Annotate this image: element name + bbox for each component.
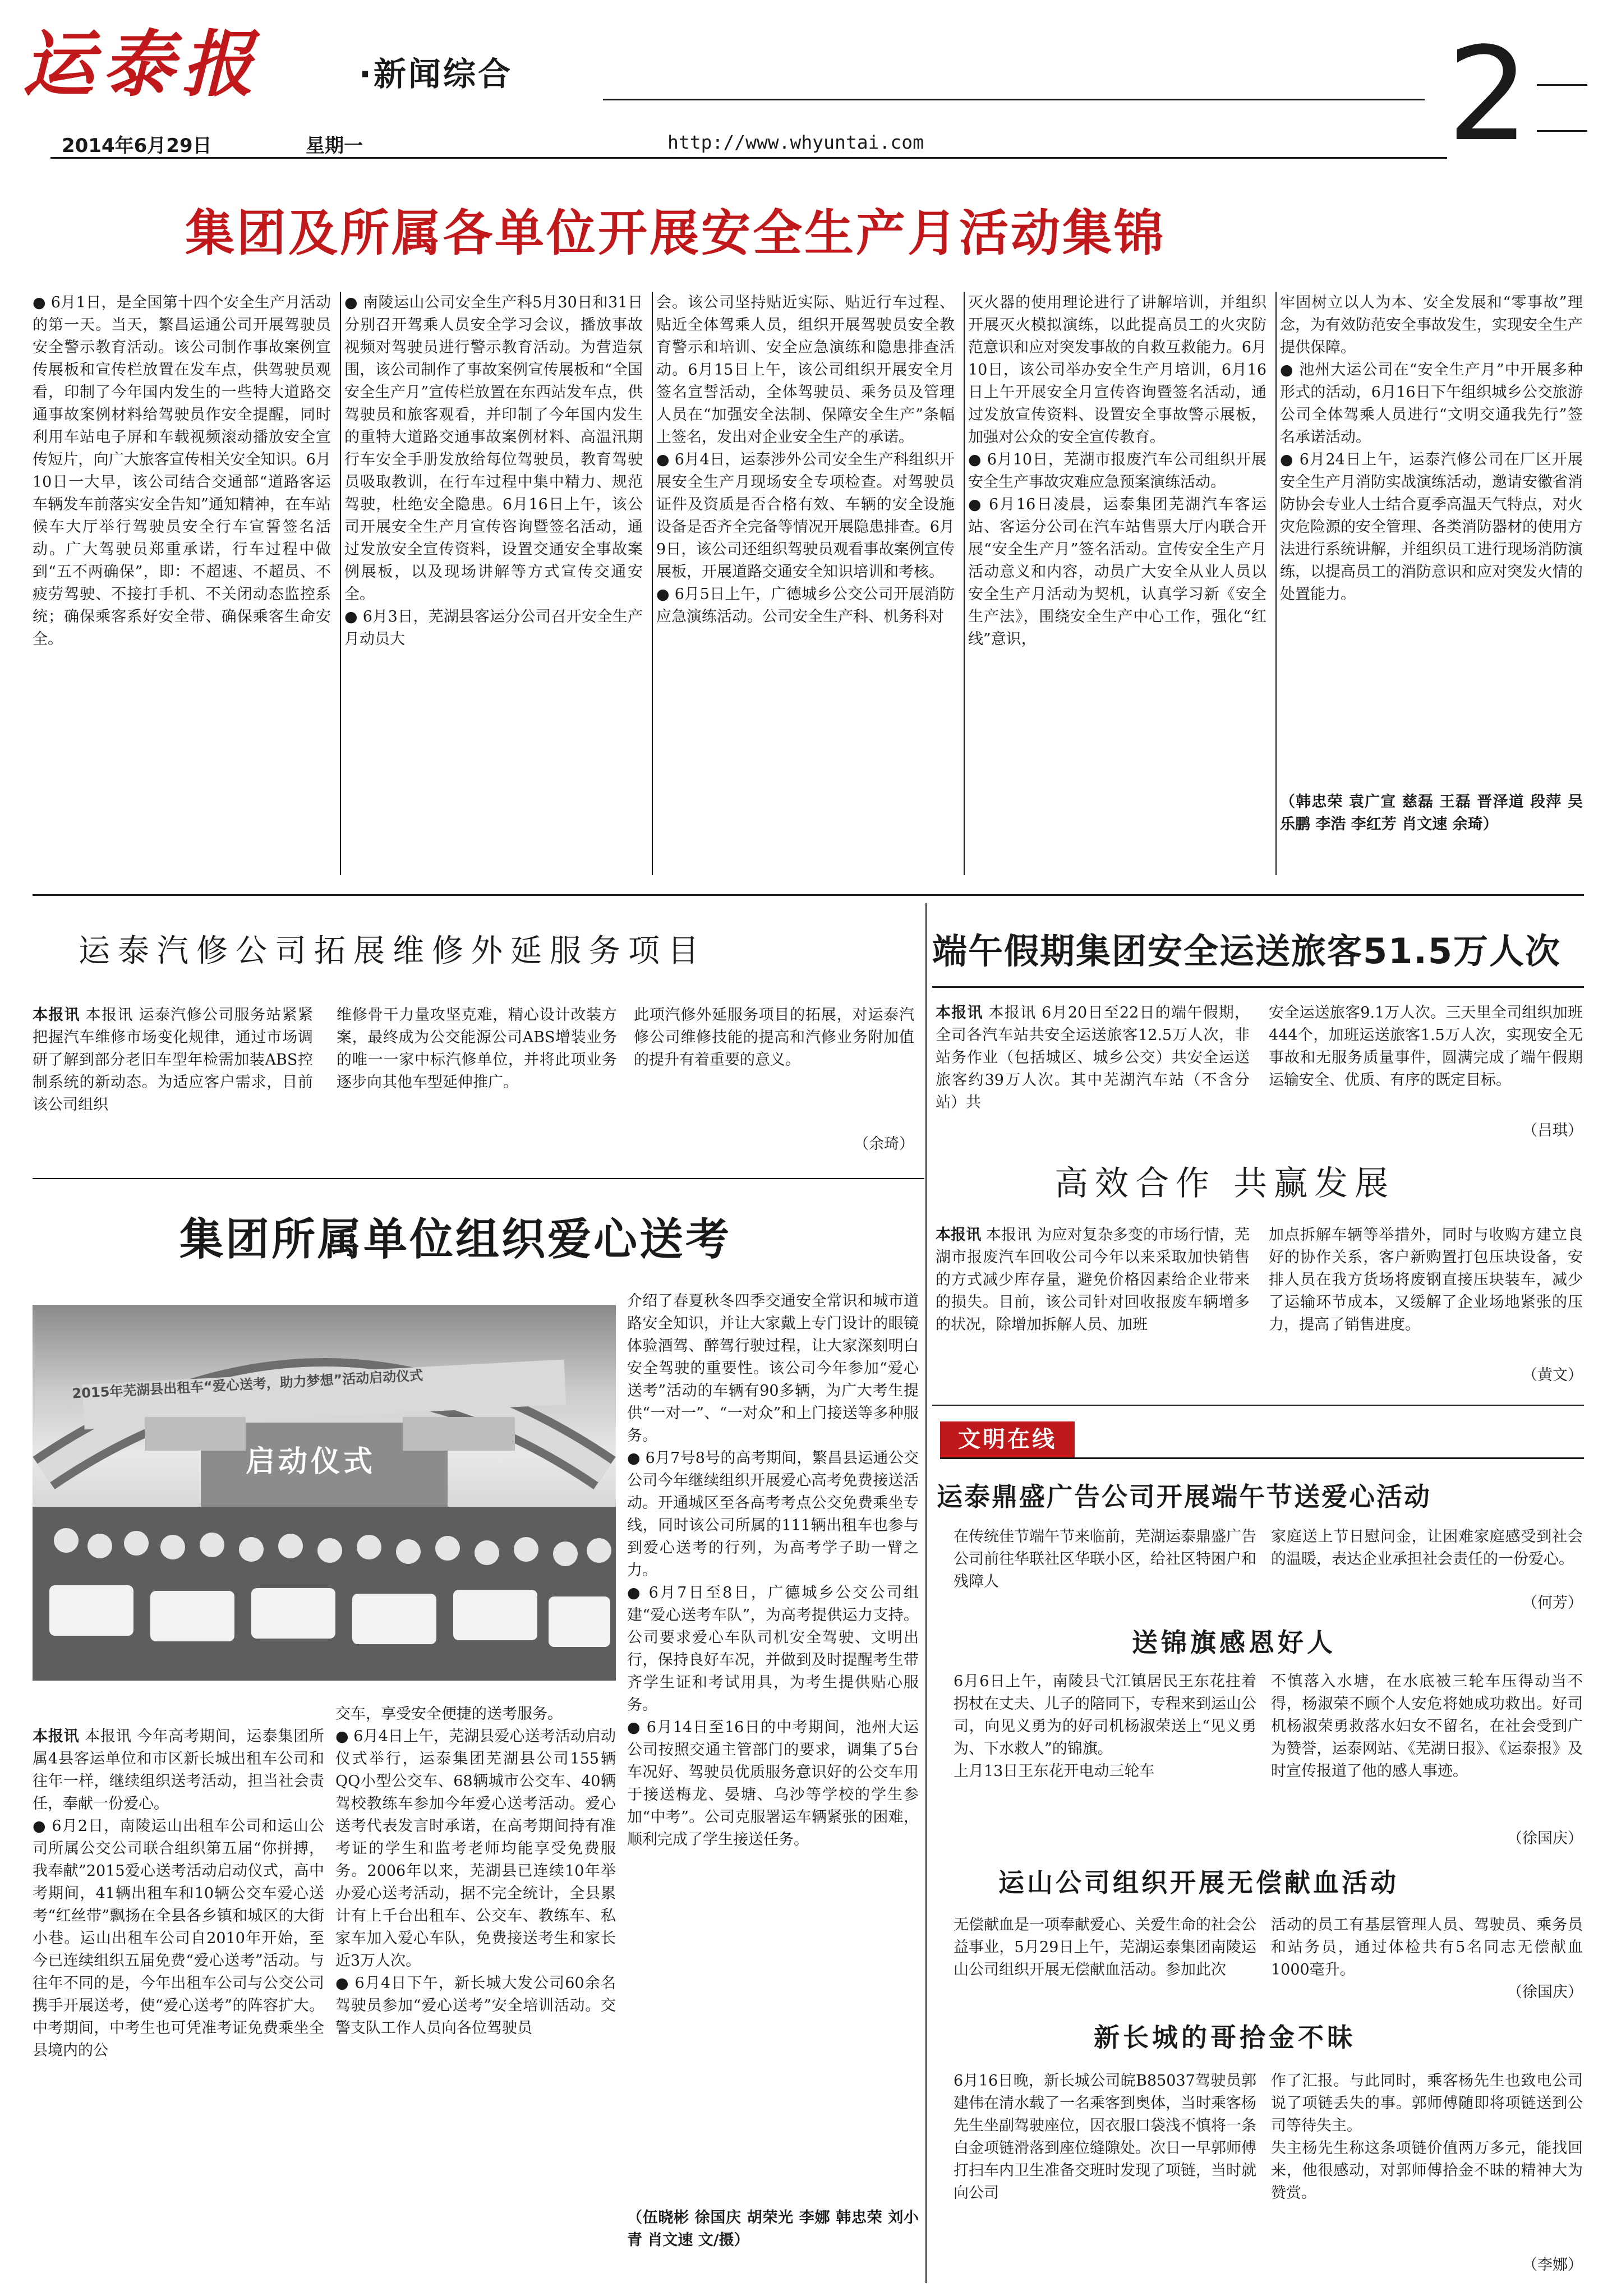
column-divider [1275, 292, 1277, 875]
main-article-col-1: ● 6月1日，是全国第十四个安全生产月活动的第一天。当天，繁昌运通公司开展驾驶员安全警示教育活动。该公司制作事故案例宣传展板和宣传栏放置在发车点，供驾驶员观看，印制了今年国内发生的一些特大道路交通事故案例材料给驾驶员作安全提醒，同时利用车站电子屏和车载视频滚动播放安全宣传短片，向广大旅客宣传相关安全知识。6月10日一大早，该公司结合交通部“道路客运车辆发车前落实安全告知”通知精神，在车站候车大厅举行驾驶员安全行车宣誓签名活动。广大驾驶员郑重承诺，行车过程中做到“五不两确保”，即：不超速、不超员、不疲劳驾驶、不接打手机、不关闭动态监控系统；确保乘客系好安全带、确保乘客生命安全。 [33, 294, 331, 648]
website-url[interactable]: http://www.whyuntai.com [667, 131, 924, 153]
column-divider [964, 292, 965, 875]
photo-banner-text: 2015年芜湖县出租车“爱心送考，助力梦想”活动启动仪式 [71, 1367, 423, 1402]
hezuo-headline: 高效合作 共赢发展 [1054, 1164, 1395, 1203]
lead-label: 本报讯 [33, 1728, 80, 1745]
wenming-item-col: 在传统佳节端午节来临前，芜湖运泰鼎盛广告公司前往华联社区华联小区，给社区特困户和残障人 [954, 1528, 1256, 1590]
qixiu-byline: （余琦） [854, 1135, 914, 1153]
section-rule [932, 1405, 1584, 1406]
section-title: ·新闻综合 [359, 55, 513, 93]
wenming-item-col: 6月6日上午，南陵县弋江镇居民王东花拄着拐杖在丈夫、儿子的陪同下，专程来到运山公司，向见义勇为的好司机杨淑荣送上“见义勇为、下水救人”的锦旗。 上月13日王东花开电动三轮车 [954, 1673, 1256, 1780]
wenming-item-headline: 运山公司组织开展无偿献血活动 [998, 1867, 1399, 1898]
hezuo-col-2: 加点拆解车辆等举措外，同时与收购方建立良好的协作关系，客户新购置打包压块设备，安排人员在我方货场将废钢直接压块装车，减少了运输环节成本，又缓解了企业场地紧张的压力，提高了销售进度。 [1269, 1226, 1583, 1333]
page-number-rule-top [1537, 84, 1587, 86]
section-rule [33, 894, 1584, 896]
masthead-top-rule [603, 99, 1425, 100]
publish-weekday: 星期一 [306, 135, 363, 157]
masthead-bottom-rule [50, 157, 1447, 159]
section-rule [33, 1178, 924, 1179]
duanwu-col-2: 安全运送旅客9.1万人次。三天里全司组织加班444个，加班运送旅客1.5万人次，实现安全无事故和无服务质量事件，圆满完成了端午假期运输安全、优质、有序的既定目标。 [1269, 1004, 1583, 1089]
hezuo-byline: （黄文） [1522, 1366, 1583, 1384]
newspaper-logo: 运泰报 [22, 22, 262, 107]
wenming-tag [940, 1421, 1075, 1457]
hezuo-text-1: 本报讯 为应对复杂多变的市场行情，芜湖市报废汽车回收公司今年以来采取加快销售的方式减少库存量，避免价格因素给企业带来的损失。目前，该公司针对回收报废车辆增多的状况，除增加拆解人员、加班 [936, 1226, 1250, 1333]
wenming-tag-rule [940, 1457, 1584, 1459]
songkao-headline: 集团所属单位组织爱心送考 [179, 1214, 732, 1265]
wenming-item-byline: （徐国庆） [1507, 1984, 1583, 2001]
songkao-col-3: 介绍了春夏秋冬四季交通安全常识和城市道路安全知识，并让大家戴上专门设计的眼镜体验酒驾、醉驾行驶过程，让大家深刻明白安全驾驶的重要性。该公司今年参加“爱心送考”活动的车辆有90多辆，为广大考生提供“一对一”、“一对众”和上门接送等多种服务。 ● 6月7号8号的高考期间，繁昌县运通公交公司今年继续组织开展爱心高考免费接送活动。开通城区至各高考考点公交免费乘坐专线，同时该公司所属的111辆出租车也参与到爱心送考的行列，为高考学子助一臂之力。 ● 6月7日至8日，广德城乡公交公司组建“爱心送考车队”，为高考提供运力支持。公司要求爱心车队司机安全驾驶、文明出行，保持良好车况，并做到及时提醒考生带齐学生证和考试用具，为考生提供贴心服务。 ● 6月14日至16日的中考期间，池州大运公司按照交通主管部门的要求，调集了5台车况好、驾驶员优质服务意识好的公交车用于接送梅龙、晏塘、乌沙等学校的学生参加“中考”。公司克服署运车辆紧张的困难，顺利完成了学生接送任务。 [627, 1292, 919, 1848]
qixiu-headline: 运泰汽修公司拓展维修外延服务项目 [79, 933, 707, 969]
column-divider [340, 292, 341, 875]
duanwu-headline-rule [932, 986, 1584, 988]
qixiu-col-2: 维修骨干力量攻坚克难，精心设计改装方案，最终成为公交能源公司ABS增装业务的唯一一家中标汽修单位，并将此项业务逐步向其他车型延伸推广。 [337, 1006, 617, 1091]
lead-label: 本报讯 [936, 1226, 982, 1244]
duanwu-col-1 [936, 1002, 1250, 1170]
wenming-item-col: 活动的员工有基层管理人员、驾驶员、乘务员和站务员，通过体检共有5名同志无偿献血1000毫升。 [1271, 1916, 1583, 1978]
duanwu-text-1: 本报讯 6月20日至22日的端午假期，全司各汽车站共安全运送旅客12.5万人次，非站务作业（包括城区、城乡公交）共安全运送旅客约39万人次。其中芜湖汽车站（不含分站）共 [936, 1004, 1250, 1111]
wenming-item-col: 6月16日晚，新长城公司皖B85037驾驶员郭建伟在清水载了一名乘客到奥体，当时乘客杨先生坐副驾驶座位，因衣服口袋浅不慎将一条白金项链滑落到座位缝隙处。次日一早郭师傅打扫车内卫生准备交班时发现了项链，当时就向公司 [954, 2072, 1256, 2202]
wenming-item-headline: 送锦旗感恩好人 [1132, 1627, 1336, 1658]
main-article-col-3: 会。该公司坚持贴近实际、贴近行车过程、贴近全体驾乘人员，组织开展驾驶员安全教育警示和培训、安全应急演练和隐患排查活动。6月15日上午，该公司组织开展安全月签名宣誓活动，全体驾驶员、乘务员及管理人员在“加强安全法制、保障安全生产”条幅上签名，发出对企业安全生产的承诺。 ● 6月4日，运泰涉外公司安全生产科组织开展安全生产月现场安全专项检查。对驾驶员证件及资质是否合格有效、车辆的安全设施设备是否齐全完备等情况开展隐患排查。6月9日，该公司还组织驾驶员观看事故案例宣传展板，开展道路交通安全知识培训和考核。 ● 6月5日上午，广德城乡公交公司开展消防应急演练活动。公司安全生产科、机务科对 [656, 294, 955, 625]
wenming-item-headline: 新长城的哥拾金不昧 [1094, 2022, 1356, 2053]
songkao-byline: （伍晓彬 徐国庆 胡荣光 李娜 韩忠荣 刘小青 肖文速 文/摄） [627, 2209, 919, 2249]
wenming-item-col: 作了汇报。与此同时，乘客杨先生也致电公司说了项链丢失的事。郭师傅随即将项链送到公司等待失主。 失主杨先生称这条项链价值两万多元，能找回来，他很感动，对郭师傅拾金不昧的精神大为赞赏。 [1271, 2072, 1583, 2202]
event-photo [33, 1305, 616, 1681]
songkao-col-1 [33, 1703, 324, 2281]
songkao-text-1: 本报讯 今年高考期间，运泰集团所属4县客运单位和市区新长城出租车公司和往年一样，继续组织送考活动，担当社会责任，奉献一份爱心。 ● 6月2日，南陵运山出租车公司和运山公司所属公交公司联合组织第五届“你拼搏，我奉献”2015爱心送考活动启动仪式，高中考期间，41辆出租车和10辆公交车爱心送考“红丝带”飘扬在全县各乡镇和城区的大街小巷。运山出租车公司自2010年开始，至今已连续组织五届免费“爱心送考”活动。与往年不同的是，今年出租车公司与公交公司携手开展送考，使“爱心送考”的阵容扩大。中考期间，中考生也可凭准考证免费乘坐全县境内的公 [33, 1728, 324, 2059]
column-divider [652, 292, 653, 875]
wenming-item-byline: （李娜） [1522, 2256, 1583, 2274]
page-number-rule-bottom [1537, 130, 1587, 132]
duanwu-byline: （吕琪） [1522, 1122, 1583, 1139]
main-article-col-4: 灭火器的使用理论进行了讲解培训，并组织开展灭火模拟演练，以此提高员工的火灾防范意识和应对突发事故的自救互救能力。6月10日，该公司举办安全生产月培训，6月16日上午开展安全月宣传咨询暨签名活动，通过发放宣传资料、设置安全事故警示展板，加强对公众的安全宣传教育。 ● 6月10日，芜湖市报废汽车公司组织开展安全生产事故灾难应急预案演练活动。 ● 6月16日凌晨，运泰集团芜湖汽车客运站、客运分公司在汽车站售票大厅内联合开展“安全生产月”签名活动。宣传安全生产月活动意义和内容，动员广大安全从业人员以安全生产月活动为契机，认真学习新《安全生产法》，围绕安全生产中心工作，强化“红线”意识， [968, 294, 1266, 648]
lead-label: 本报讯 [936, 1004, 983, 1022]
main-article-col-5: 牢固树立以人为本、安全发展和“零事故”理念，为有效防范安全事故发生，实现安全生产提供保障。 ● 池州大运公司在“安全生产月”中开展多种形式的活动，6月16日下午组织城乡公交旅游公司全体驾乘人员进行“文明交通我先行”签名承诺活动。 ● 6月24日上午，运泰汽修公司在厂区开展安全生产月消防实战演练活动，邀请安徽省消防协会专业人士结合夏季高温天气特点，对火灾危险源的安全管理、各类消防器材的使用方法进行系统讲解，并组织员工进行现场消防演练，以提高员工的消防意识和应对突发火情的处置能力。 [1280, 294, 1583, 603]
wenming-item-headline: 运泰鼎盛广告公司开展端午节送爱心活动 [937, 1481, 1431, 1512]
qixiu-col-3: 此项汽修外延服务项目的拓展，对运泰汽修公司维修技能的提高和汽修业务附加值的提升有着重要的意义。 [634, 1006, 914, 1069]
main-headline: 集团及所属各单位开展安全生产月活动集锦 [185, 204, 1166, 262]
page-number: 2 [1447, 20, 1530, 170]
hezuo-col-1 [936, 1224, 1250, 1392]
masthead [0, 0, 1612, 170]
songkao-col-2: 交车，享受安全便捷的送考服务。 ● 6月4日上午，芜湖县爱心送考活动启动仪式举行，运泰集团芜湖县公司155辆QQ小型公交车、68辆城市公交车、40辆驾校教练车参加今年爱心送考活动。爱心送考代表发言时承诺，在高考期间持有准考证的学生和监考老师均能享受免费服务。2006年以来，芜湖县已连续10年举办爱心送考活动，据不完全统计，全县累计有上千台出租车、公交车、教练车、私家车加入爱心车队，免费接送考生和家长近3万人次。 ● 6月4日下午，新长城大发公司60余名驾驶员参加“爱心送考”安全培训活动。交警支队工作人员向各位驾驶员 [335, 1705, 616, 2037]
main-article-byline: （韩忠荣 袁广宣 慈磊 王磊 晋泽道 段萍 吴乐鹏 李浩 李红芳 肖文速 余琦） [1280, 793, 1583, 833]
qixiu-col-1 [33, 1004, 313, 1167]
qixiu-text-1: 本报讯 运泰汽修公司服务站紧紧把握汽车维修市场变化规律，通过市场调研了解到部分老旧车型年检需加装ABS控制系统的新动态。为适应客户需求，目前该公司组织 [33, 1006, 313, 1114]
wenming-item-col: 不慎落入水塘，在水底被三轮车压得动当不得，杨淑荣不顾个人安危将她成功救出。好司机杨淑荣勇救落水妇女不留名，在社会受到广为赞誉，运泰网站、《芜湖日报》、《运泰报》及时宣传报道了他的感人事迹。 [1271, 1673, 1583, 1780]
wenming-item-byline: （徐国庆） [1507, 1830, 1583, 1847]
publish-date: 2014年6月29日 [62, 135, 212, 157]
photo-stage-text: 启动仪式 [246, 1445, 376, 1479]
duanwu-headline: 端午假期集团安全运送旅客51.5万人次 [932, 931, 1561, 972]
main-article-col-2: ● 南陵运山公司安全生产科5月30日和31日分别召开驾乘人员安全学习会议，播放事故视频对驾驶员进行警示教育活动。为营造氛围，该公司制作了事故案例宣传展板和“全国安全生产月”宣传栏放置在东西站发车点，供驾驶员和旅客观看，并印制了今年国内发生的重特大道路交通事故案例材料、高温汛期行车安全手册发放给每位驾驶员，教育驾驶员吸取教训，在行车过程中集中精力、规范驾驶，杜绝安全隐患。6月16日上午，该公司开展安全生产月宣传咨询暨签名活动，通过发放安全宣传资料，设置交通安全事故案例展板，以及现场讲解等方式宣传交通安全。 ● 6月3日，芜湖县客运分公司召开安全生产月动员大 [344, 294, 643, 648]
wenming-item-byline: （何芳） [1522, 1594, 1583, 1612]
wenming-item-col: 无偿献血是一项奉献爱心、关爱生命的社会公益事业，5月29日上午，芜湖运泰集团南陵运山公司组织开展无偿献血活动。参加此次 [954, 1916, 1256, 1978]
wenming-item-col: 家庭送上节日慰问金，让困难家庭感受到社会的温暖，表达企业承担社会责任的一份爱心。 [1271, 1528, 1583, 1568]
column-divider [925, 903, 927, 2283]
wenming-tag-label: 文明在线 [958, 1427, 1057, 1452]
lead-label: 本报讯 [33, 1006, 80, 1024]
